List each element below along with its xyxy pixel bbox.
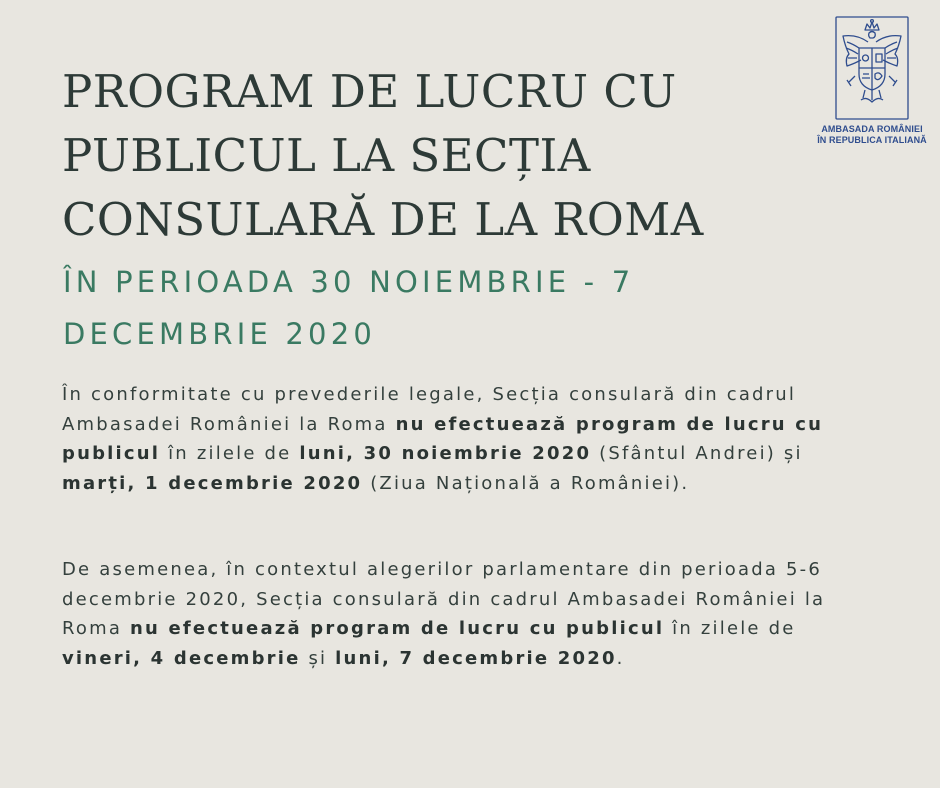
- paragraph-closure-elections: [62, 555, 852, 673]
- logo-caption-line2: ÎN REPUBLICA ITALIANĂ: [817, 135, 927, 145]
- title-line-1: PROGRAM DE LUCRU CU: [62, 65, 677, 118]
- title-line-3: CONSULARĂ DE LA ROMA: [62, 193, 704, 246]
- p1-bold-2: luni, 30 noiembrie 2020: [299, 443, 592, 464]
- p2-text-3: și: [300, 647, 336, 669]
- p1-bold-1: nu efectuează program de lucru cu publicul: [62, 413, 824, 464]
- romanian-coat-of-arms-icon: [835, 16, 909, 120]
- p2-text-1: De asemenea, în contextul alegerilor parlamentare din perioada 5-6 decembrie 2020, Secția consulară din cadrul Ambasadei României la Roma: [62, 559, 826, 639]
- p2-bold-3: luni, 7 decembrie 2020: [335, 647, 617, 669]
- title-line-2: PUBLICUL LA SECȚIA: [62, 129, 591, 182]
- embassy-logo: [816, 16, 928, 146]
- p1-text-2: în zilele de: [160, 443, 300, 464]
- p2-bold-2: vineri, 4 decembrie: [62, 647, 301, 669]
- p1-bold-3: marți, 1 decembrie 2020: [62, 472, 363, 494]
- paragraph-closure-holidays: [62, 380, 852, 498]
- logo-caption-line1: AMBASADA ROMÂNIEI: [821, 124, 923, 134]
- page-subtitle: ÎN PERIOADA 30 NOIEMBRIE - 7 DECEMBRIE 2020: [63, 265, 635, 351]
- p2-text-2: în zilele de: [664, 618, 796, 639]
- p2-bold-1: nu efectuează program de lucru cu publicul: [130, 618, 665, 639]
- p2-text-4: .: [616, 647, 625, 669]
- page-title: [62, 60, 704, 252]
- p1-text-1: În conformitate cu prevederile legale, Secția consulară din cadrul Ambasadei României la Roma: [62, 384, 797, 435]
- p1-text-3: (Sfântul Andrei) și: [591, 443, 803, 464]
- p1-text-4: (Ziua Națională a României).: [362, 472, 690, 494]
